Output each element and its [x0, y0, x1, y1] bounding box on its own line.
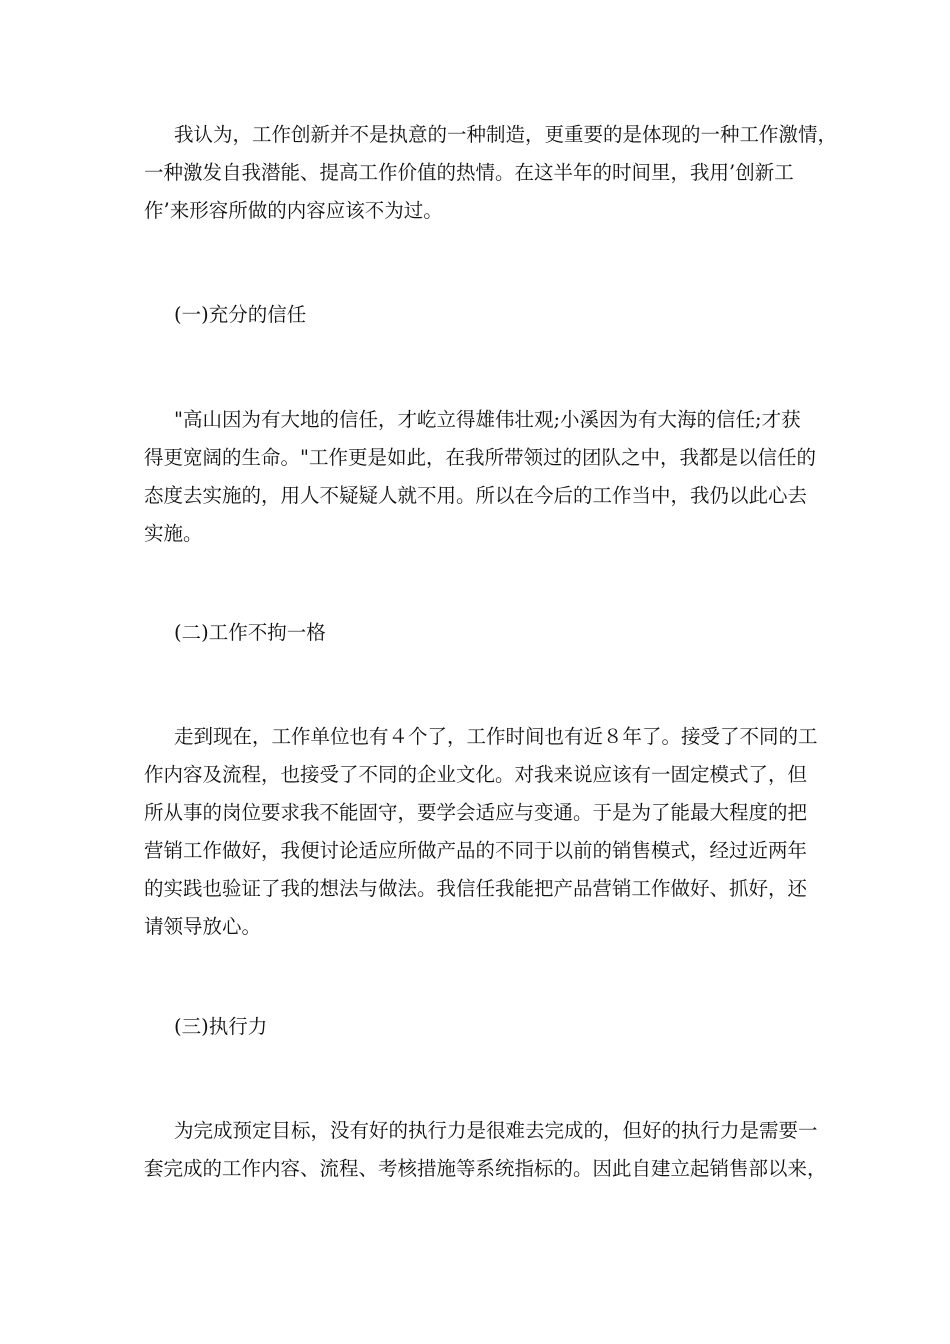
paragraph-line: 实施。 [144, 522, 203, 545]
paragraph-line: 走到现在，工作单位也有４个了，工作时间也有近８年了。接受了不同的工 [174, 725, 818, 748]
paragraph-line: 的实践也验证了我的想法与做法。我信任我能把产品营销工作做好、抓好，还 [144, 877, 808, 900]
paragraph-line: 一种激发自我潜能、提高工作价值的热情。在这半年的时间里，我用’创新工 [144, 161, 794, 184]
paragraph-trust [144, 401, 824, 553]
paragraph-line: 请领导放心。 [144, 915, 262, 938]
paragraph-line: "高山因为有大地的信任，才屹立得雄伟壮观;小溪因为有大海的信任;才获 [174, 408, 801, 431]
paragraph-line: 作’来形容所做的内容应该不为过。 [144, 199, 443, 222]
paragraph-line: 我认为，工作创新并不是执意的一种制造，更重要的是体现的一种工作激情， [174, 123, 838, 146]
heading-flexibility [144, 614, 824, 652]
paragraph-line: 套完成的工作内容、流程、考核措施等系统指标的。因此自建立起销售部以来， [144, 1157, 827, 1180]
paragraph-line: 得更宽阔的生命。"工作更是如此，在我所带领过的团队之中，我都是以信任的 [144, 446, 816, 469]
section-heading: (二)工作不拘一格 [174, 621, 326, 644]
paragraph-innovation [144, 116, 838, 230]
paragraph-line: 作内容及流程，也接受了不同的企业文化。对我来说应该有一固定模式了，但 [144, 763, 808, 786]
paragraph-line: 所从事的岗位要求我不能固守，要学会适应与变通。于是为了能最大程度的把 [144, 801, 808, 824]
paragraph-execution [144, 1112, 827, 1188]
paragraph-line: 态度去实施的，用人不疑疑人就不用。所以在今后的工作当中，我仍以此心去 [144, 484, 808, 507]
paragraph-line: 营销工作做好，我便讨论适应所做产品的不同于以前的销售模式，经过近两年 [144, 839, 808, 862]
section-heading: (三)执行力 [174, 1015, 268, 1038]
paragraph-line: 为完成预定目标，没有好的执行力是很难去完成的，但好的执行力是需要一 [174, 1119, 818, 1142]
paragraph-flexibility [144, 718, 824, 946]
section-heading: (一)充分的信任 [174, 303, 307, 326]
heading-trust [144, 296, 824, 334]
heading-execution [144, 1008, 824, 1046]
